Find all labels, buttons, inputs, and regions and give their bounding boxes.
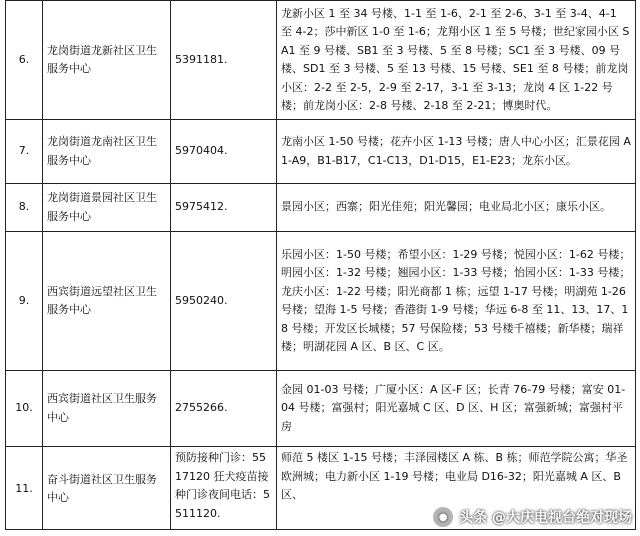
table-row — [6, 120, 636, 184]
center-name: 西宾街道社区卫生服务中心 — [43, 371, 171, 447]
toutiao-logo-icon: ● — [432, 506, 454, 528]
watermark — [432, 506, 632, 528]
row-number: 11. — [6, 447, 43, 530]
row-number: 9. — [6, 232, 43, 371]
center-name: 奋斗街道社区卫生服务中心 — [43, 447, 171, 530]
service-area: 景园小区；西寨；阳光佳苑；阳光馨园；电业局北小区；康乐小区。 — [277, 184, 636, 232]
row-number: 8. — [6, 184, 43, 232]
phone-number: 5975412. — [171, 184, 277, 232]
center-name: 西宾街道远望社区卫生服务中心 — [43, 232, 171, 371]
service-area: 金园 01-03 号楼；广厦小区：A 区-F 区；长青 76-79 号楼；富安 01-04 号楼；富强村；阳光嘉城 C 区、D 区、H 区；富强新城；富强村平房 — [277, 371, 636, 447]
phone-number: 5950240. — [171, 232, 277, 371]
row-number: 6. — [6, 1, 43, 120]
phone-number: 2755266. — [171, 371, 277, 447]
table-row — [6, 371, 636, 447]
phone-number: 5391181. — [171, 1, 277, 120]
center-name: 龙岗街道景园社区卫生服务中心 — [43, 184, 171, 232]
row-number: 10. — [6, 371, 43, 447]
watermark-text: 头条 @大庆电视台绝对现场 — [459, 510, 632, 526]
row-number: 7. — [6, 120, 43, 184]
table-row — [6, 232, 636, 371]
service-area: 龙新小区 1 至 34 号楼、1-1 至 1-6、2-1 至 2-6、3-1 至 3-4、4-1 至 4-2；莎中新区 1-0 至 1-6；龙翔小区 1 至 5 号楼；世纪家园小区 SA1 至 9 号楼、SB1 至 3 号楼、5 至 8 号楼；SC1 至 3 号楼、09 号楼、SD1 至 3 号楼、5 至 13 号楼、15 号楼、SE1 至 8 号楼；前龙岗小区：2-2 至 2-5，2-9 至 2-17，3-1 至 3-13；龙岗 4 区 1-22 号楼；前龙岗小区：2-8 号楼、2-18 至 2-21；博奥时代。 — [277, 1, 636, 120]
phone-number: 5970404. — [171, 120, 277, 184]
service-center-table — [5, 0, 636, 530]
center-name: 龙岗街道龙南社区卫生服务中心 — [43, 120, 171, 184]
phone-number: 预防接种门诊：5517120 狂犬疫苗接种门诊夜间电话：5511120. — [171, 447, 277, 530]
service-area: 乐园小区：1-50 号楼；希望小区：1-29 号楼；悦园小区：1-62 号楼；明园小区：1-32 号楼；翘园小区：1-33 号楼；怡园小区：1-33 号楼；龙庆小区：1-22 号楼；阳光商都 1 栋；远望 1-17 号楼；明湖苑 1-26 号楼；望海 1-5 号楼；香港街 1-9 号楼；华远 6-8 至 11、13、17、18 号楼；开发区长城楼；57 号保险楼；53 号楼千禧楼；新华楼；瑞祥楼；明湖花园 A 区、B 区、C 区。 — [277, 232, 636, 371]
service-area: 师范 5 楼区 1-15 号楼；丰泽园楼区 A 栋、B 栋；师范学院公寓；华圣欧洲城；电力新小区 1-19 号楼；电业局 D16-32；阳光嘉城 A 区、B 区、 — [277, 447, 636, 530]
table-row — [6, 184, 636, 232]
center-name: 龙岗街道龙新社区卫生服务中心 — [43, 1, 171, 120]
service-area: 龙南小区 1-50 号楼；花卉小区 1-13 号楼；唐人中心小区；汇景花园 A1-A9，B1-B17，C1-C13，D1-D15，E1-E23；龙东小区。 — [277, 120, 636, 184]
table-row — [6, 1, 636, 120]
